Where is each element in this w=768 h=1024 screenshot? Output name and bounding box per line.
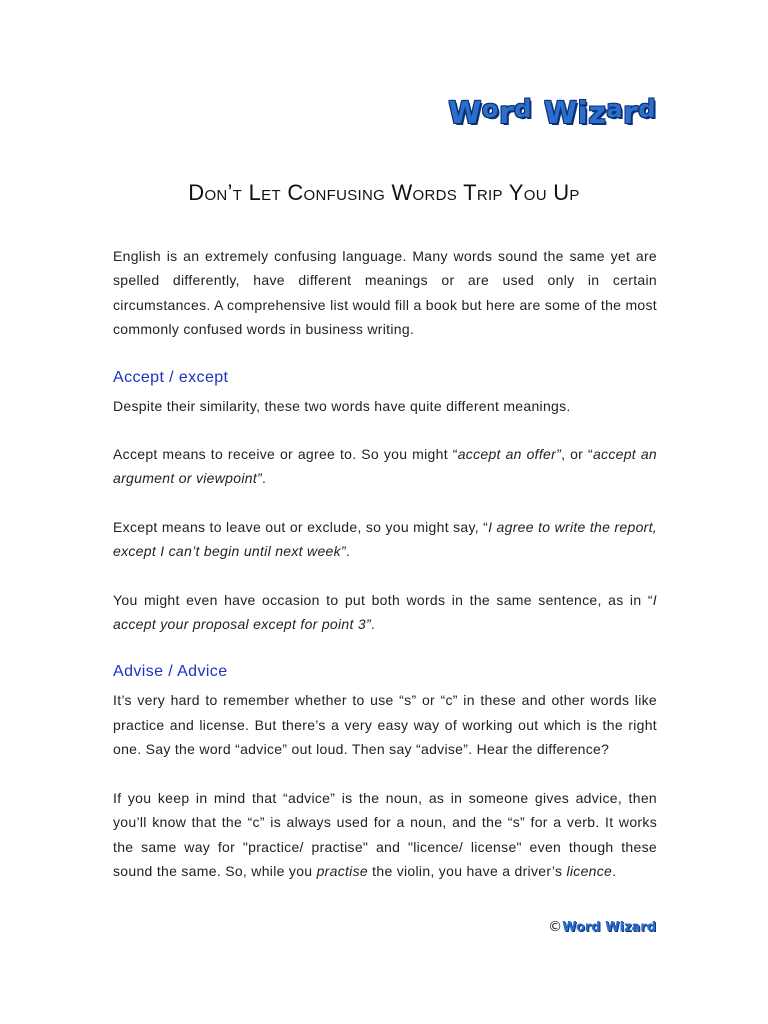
text-run: , or “ xyxy=(561,446,593,463)
text-run: You might even have occasion to put both words in the same sentence, as in “ xyxy=(113,591,653,608)
logo-letter: a xyxy=(606,95,624,123)
text-run: . xyxy=(612,862,617,879)
text-run: . xyxy=(370,616,376,633)
logo-letter: o xyxy=(481,95,499,123)
text-run-italic: practise xyxy=(316,862,368,879)
logo-letter: r xyxy=(623,96,639,131)
text-run: Except means to leave out or exclude, so you might say, “ xyxy=(113,518,489,535)
accept-except-paragraph-3 xyxy=(113,515,657,564)
text-run-italic: I accept your proposal except for point 3” xyxy=(113,591,657,633)
text-run: the violin, you have a driver’s xyxy=(367,862,567,879)
text-run: . xyxy=(345,543,351,560)
copyright-symbol: © xyxy=(548,919,563,935)
accept-except-paragraph-2 xyxy=(113,442,657,491)
text-run-italic: I agree to write the report, except I can’t begin until next week” xyxy=(113,518,657,560)
section-heading-advise-advice: Advise / Advice xyxy=(113,663,228,681)
text-run-italic: accept an offer” xyxy=(457,446,562,463)
logo-letter: r xyxy=(498,96,515,131)
text-run: If you keep in mind that “advice” is the noun, as in someone gives advice, then you’ll know that the “c” is always used for a noun, and the “s” for a verb. It works the same way for "practice/ practise" and "licence/ license" even though these sound the same. So, while you xyxy=(113,789,657,879)
page-title: Don’t Let Confusing Words Trip You Up xyxy=(188,180,580,205)
intro-paragraph: English is an extremely confusing language. Many words sound the same yet are spelled differently, have different meanings or are used only in certain circumstances. A comprehensive list would fill a book but here are some of the most commonly confused words in business writing. xyxy=(113,248,657,338)
footer-brand-logo: Word Wizard xyxy=(562,920,656,935)
word-wizard-logo xyxy=(448,96,656,131)
document-body xyxy=(113,244,657,907)
advise-advice-paragraph-2 xyxy=(113,786,657,884)
logo-letter: W xyxy=(448,96,482,131)
text-run-italic: licence xyxy=(566,862,613,879)
logo-letter: Wiz xyxy=(543,96,607,131)
footer-copyright xyxy=(548,918,656,935)
text-run-italic: accept an argument or viewpoint” xyxy=(113,446,657,487)
text-run: . xyxy=(262,470,267,487)
logo-letter: d xyxy=(638,95,656,123)
accept-except-paragraph-4 xyxy=(113,588,657,637)
logo-letter: d xyxy=(514,95,532,123)
advise-advice-paragraph-1: It’s very hard to remember whether to use “s” or “c” in these and other words like practice and license. But there’s a very easy way of working out which is the right one. Say the word “advice” out loud. Then say “advise”. Hear the difference? xyxy=(113,692,657,758)
section-heading-accept-except: Accept / except xyxy=(113,368,229,386)
text-run: Accept means to receive or agree to. So you might “ xyxy=(113,446,458,463)
accept-except-paragraph-1: Despite their similarity, these two words have quite different meanings. xyxy=(113,397,571,414)
